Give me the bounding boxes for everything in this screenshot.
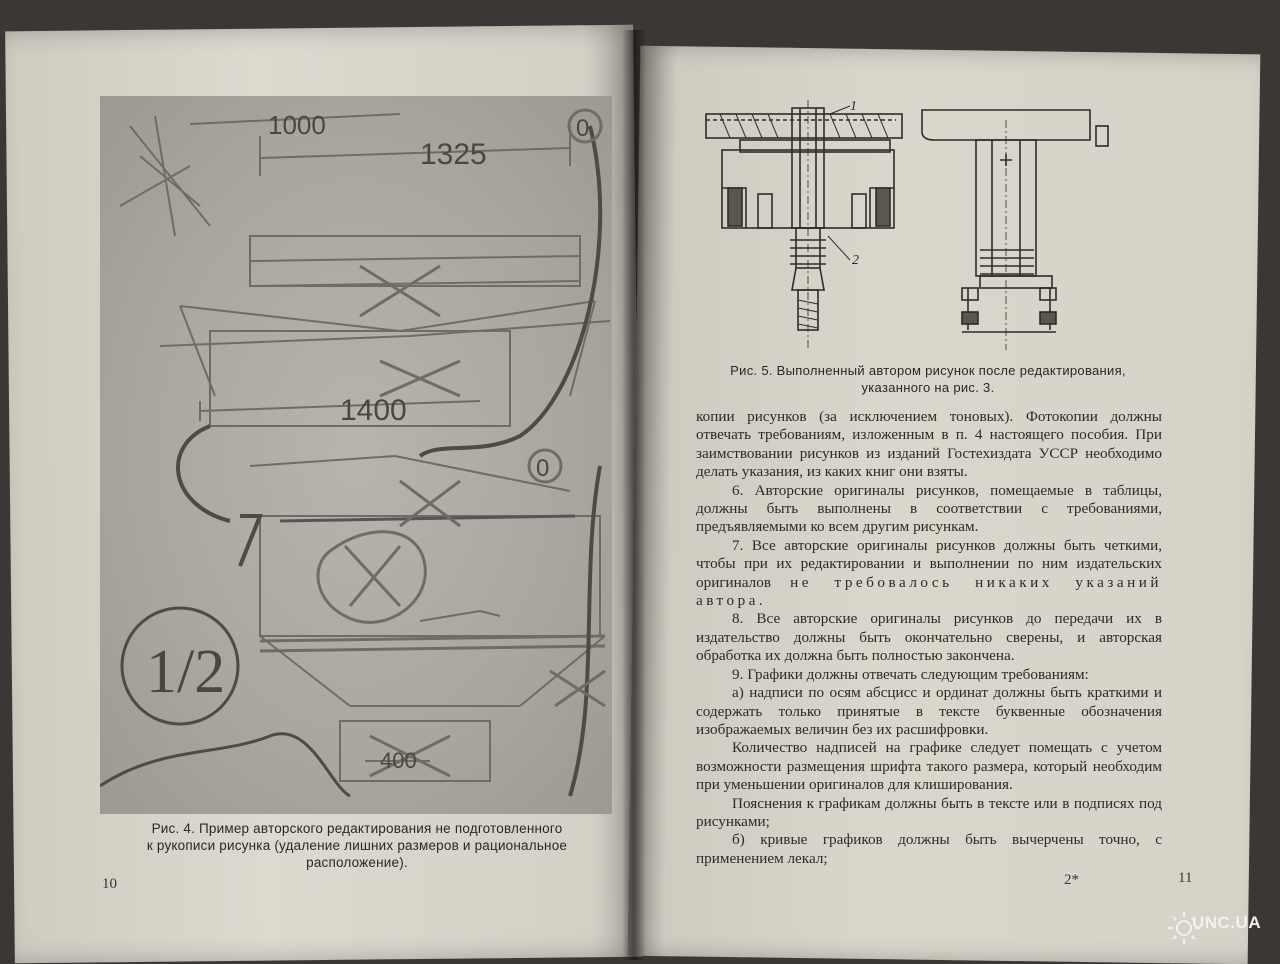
sketch-scale-label: 1/2: [146, 638, 226, 706]
figure-4-caption-line: расположение).: [306, 855, 408, 870]
left-page-number: 10: [102, 876, 117, 892]
paragraph-item-8: 8. Все авторские оригиналы рисунков до передачи их в издательство должны быть окончательно сверены, и авторская обработка их должна быть полностью закончена.: [696, 610, 1162, 665]
paragraph-continuation: копии рисунков (за исключением тоновых). Фотокопии должны отвечать требованиям, изложенным в п. 4 настоящего пособия. При заимствовании рисунков из изданий Гостехиздата УССР необходимо делать указания, из каких книг они взяты.: [696, 408, 1162, 481]
right-page-number: 11: [1178, 870, 1193, 886]
paragraph-item-9: 9. Графики должны отвечать следующим требованиям:: [732, 665, 1089, 683]
figure-4-caption-line: Рис. 4. Пример авторского редактирования не подготовленного: [151, 821, 563, 836]
paragraph-explanations: Пояснения к графикам должны быть в тексте или в подписях под рисунками;: [696, 794, 1162, 830]
figure-5-caption: [712, 362, 1144, 396]
drawing-callout-1: 1: [850, 100, 857, 114]
paragraph-item-7: [696, 537, 1162, 611]
paragraph-item-7-end: .: [758, 592, 763, 610]
figure-5-caption-line: указанного на рис. 3.: [861, 380, 995, 395]
paragraph-item-6: 6. Авторские оригиналы рисунков, помещаемые в таблицы, должны быть выполнены в соответствии с требованиями, предъявляемыми ко всем другим рисункам.: [696, 481, 1162, 536]
signature-mark: 2*: [1064, 872, 1079, 888]
figure-4-sketch: [100, 96, 612, 814]
paragraph-item-9a: а) надписи по осям абсцисс и ординат должны быть краткими и содержать только принятые в тексте буквенные обозначения изображаемых величин без их расшифровки.: [696, 684, 1162, 738]
paragraph-item-7-text: 7. Все авторские оригиналы рисунков должны быть четкими, чтобы при их редактировании и выполнении по ним издательских оригиналов: [696, 536, 1162, 591]
sketch-dim-1400: 1400: [340, 394, 407, 427]
paragraph-item-9b: б) кривые графиков должны быть вычерчены точно, с применением лекал;: [696, 831, 1162, 867]
sketch-dim-1000: 1000: [268, 110, 326, 140]
figure-5-drawing: [700, 100, 1140, 361]
paragraph-item-7-emphasis: не требовалось никаких указаний автора: [696, 573, 1162, 610]
book-spine: [622, 30, 646, 960]
sketch-drawing: [100, 96, 612, 814]
sketch-circle-mark-top: 0: [576, 115, 590, 142]
figure-4-caption-line: к рукописи рисунка (удаление лишних размеров и рациональное: [146, 838, 568, 853]
paragraph-labels-count: Количество надписей на графике следует помещать с учетом возможности размещения шрифта такого размера, который необходим при уменьшении оригиналов для клиширования.: [696, 739, 1162, 794]
body-text: [696, 408, 1162, 868]
figure-4-caption: [122, 820, 592, 871]
sketch-dim-1325: 1325: [420, 138, 487, 171]
watermark-text: UNC.UA: [1192, 913, 1262, 932]
technical-drawing: [700, 100, 1140, 356]
figure-5-caption-line: Рис. 5. Выполненный автором рисунок после редактирования,: [730, 363, 1126, 378]
sketch-dim-400: 400: [380, 748, 417, 773]
drawing-callout-2: 2: [852, 253, 859, 268]
sketch-circle-mark-mid: 0: [536, 455, 550, 482]
